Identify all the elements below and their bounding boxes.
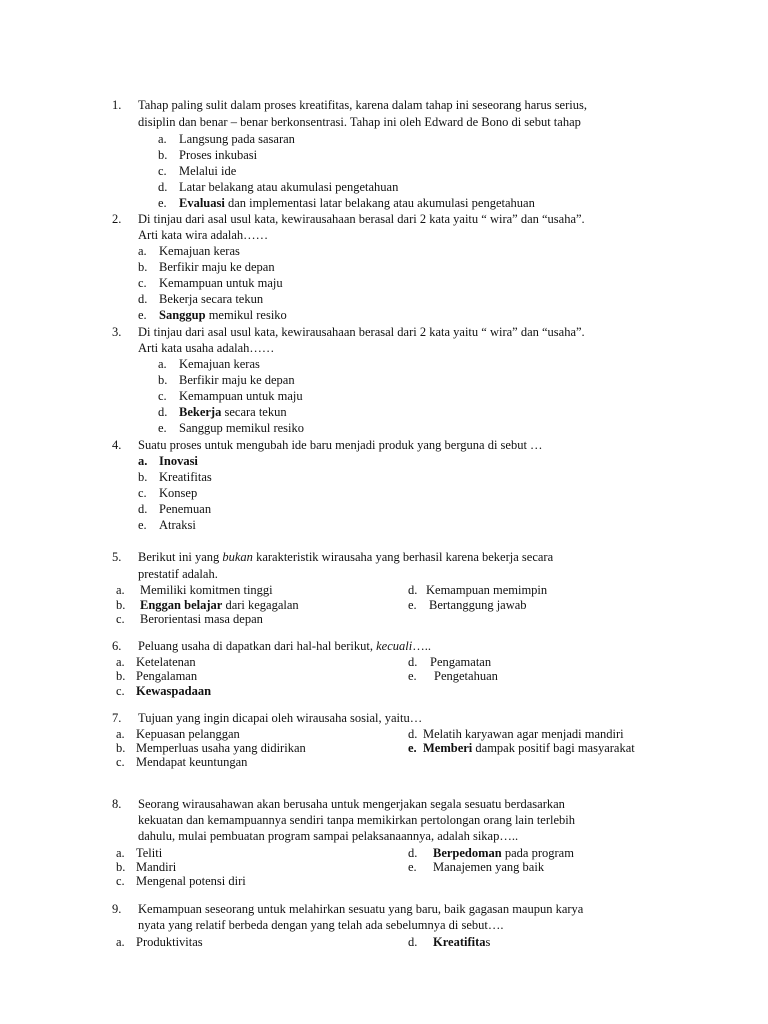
- question-text-line: Suatu proses untuk mengubah ide baru menjadi produk yang berguna di sebut …: [138, 438, 543, 452]
- document-page: 1. Tahap paling sulit dalam proses kreatifitas, karena dalam tahap ini seseorang harus serius, disiplin dan benar – benar berkonsentrasi. Tahap ini oleh Edward de Bono di sebut tahap a. Langsung pada sasaran b. Proses inkubasi c. Melalui ide d. Latar belakang atau akumulasi pengetahuan e. Evaluasi dan implementasi latar belakang atau akumulasi pengetahuan 2. Di tinjau dari asal usul kata, kewirausahaan berasal dari 2 kata yaitu “ wira” dan “usaha”. Arti kata wira adalah…… a. Kemajuan keras b. Berfikir maju ke depan c. Kemampuan untuk maju d. Bekerja secara tekun e. Sanggup memikul resiko 3. Di tinjau dari asal usul kata, kewirausahaan berasal dari 2 kata yaitu “ wira” dan “usaha”. Arti kata usaha adalah…… a. Kemajuan keras b. Berfikir maju ke depan c. Kemampuan untuk maju d. Bekerja secara tekun e. Sanggup memikul resiko 4. Suatu proses untuk mengubah ide baru menjadi produk yang berguna di sebut … a. Inovasi b. Kreatifitas c. Konsep d. Penemuan e. Atraksi 5. Berikut ini yang bukan karakteristik wirausaha yang berhasil karena bekerja secara prestatif adalah. a. Memiliki komitmen tinggi d. Kemampuan memimpin b. Enggan belajar dari kegagalan e. Bertanggung jawab c. Berorientasi masa depan 6. Peluang usaha di dapatkan dari hal-hal berikut, kecuali….. a. Ketelatenan d. Pengamatan b. Pengalaman e. Pengetahuan c. Kewaspadaan 7. Tujuan yang ingin dicapai oleh wirausaha sosial, yaitu… a. Kepuasan pelanggan d. Melatih karyawan agar menjadi mandiri b. Memperluas usaha yang didirikan e. Memberi dampak positif bagi masyarakat c. Mendapat keuntungan 8. Seorang wirausahawan akan berusaha untuk mengerjakan segala sesuatu berdasarkan kekuatan dan kemampuannya sendiri tanpa memikirkan pertolongan orang lain terlebih dahulu, mulai pembuatan program sampai pelaksanaannya, adalah sikap….. a. Teliti d. Berpedoman pada program b. Mandiri e. Manajemen yang baik c. Mengenal potensi diri 9. Kemampuan seseorang untuk melahirkan sesuatu yang baru, baik gagasan maupun karya nyata yang relatif berbeda dengan yang telah ada sebelumnya di sebut…. a. Produktivitas d. Kreatifitas: [0, 0, 768, 1024]
- option-row: b. Enggan belajar dari kegagalan e. Bertanggung jawab: [116, 598, 527, 612]
- option-row: a. Teliti d. Berpedoman pada program: [116, 846, 574, 860]
- question-number: 4.: [112, 438, 122, 452]
- question-number: 2.: [112, 212, 122, 226]
- question-text-line: kekuatan dan kemampuannya sendiri tanpa memikirkan pertolongan orang lain terlebih: [138, 813, 576, 827]
- option-row: b. Memperluas usaha yang didirikan e. Memberi dampak positif bagi masyarakat: [116, 741, 635, 755]
- answer-highlight: Memberi: [423, 741, 473, 755]
- question-number: 3.: [112, 325, 122, 339]
- option-row: c. Mengenal potensi diri: [116, 874, 246, 888]
- option-row: c. Berorientasi masa depan: [116, 612, 263, 626]
- option-row: c. Kewaspadaan: [116, 684, 212, 698]
- question-number: 5.: [112, 550, 122, 564]
- question-text-line: prestatif adalah.: [138, 567, 218, 581]
- option-row: c. Mendapat keuntungan: [116, 755, 248, 769]
- question-text-line: Arti kata wira adalah……: [138, 228, 269, 242]
- option-row: a. Ketelatenan d. Pengamatan: [116, 655, 492, 669]
- question-text-line: Seorang wirausahawan akan berusaha untuk mengerjakan segala sesuatu berdasarkan: [138, 797, 565, 811]
- answer-highlight: Enggan belajar: [140, 598, 223, 612]
- question-number: 8.: [112, 797, 122, 811]
- question-number: 9.: [112, 902, 122, 916]
- option-row: a. Kepuasan pelanggan d. Melatih karyawan agar menjadi mandiri: [116, 727, 624, 741]
- question-number: 7.: [112, 711, 122, 725]
- question-number: 6.: [112, 639, 122, 653]
- question-text-line: Tujuan yang ingin dicapai oleh wirausaha sosial, yaitu…: [138, 711, 423, 725]
- question-text-line: Di tinjau dari asal usul kata, kewirausahaan berasal dari 2 kata yaitu “ wira” dan “usaha”.: [138, 325, 585, 339]
- question-text-line: Tahap paling sulit dalam proses kreatifitas, karena dalam tahap ini seseorang harus serius,: [138, 98, 587, 112]
- question-text-line: Kemampuan seseorang untuk melahirkan sesuatu yang baru, baik gagasan maupun karya: [138, 902, 584, 916]
- question-number: 1.: [112, 98, 122, 112]
- question-text-line: dahulu, mulai pembuatan program sampai pelaksanaannya, adalah sikap…..: [138, 829, 519, 843]
- option-row: b. Pengalaman e. Pengetahuan: [116, 669, 498, 683]
- question-text-line: Arti kata usaha adalah……: [138, 341, 275, 355]
- answer-highlight: Bekerja: [179, 405, 222, 419]
- answer-highlight: Berpedoman: [433, 846, 502, 860]
- answer-highlight: Inovasi: [159, 454, 198, 468]
- question-text-line: Peluang usaha di dapatkan dari hal-hal berikut, kecuali…..: [138, 639, 431, 653]
- option-row: b. Mandiri e. Manajemen yang baik: [116, 860, 545, 874]
- question-text-line: disiplin dan benar – benar berkonsentrasi. Tahap ini oleh Edward de Bono di sebut tahap: [138, 115, 581, 129]
- question-text-line: Berikut ini yang bukan karakteristik wirausaha yang berhasil karena bekerja secara: [138, 550, 554, 564]
- answer-highlight: Kewaspadaan: [136, 684, 212, 698]
- question-text-line: nyata yang relatif berbeda dengan yang telah ada sebelumnya di sebut….: [138, 918, 504, 932]
- answer-highlight: Sanggup: [159, 308, 206, 322]
- option-row: a. Produktivitas d. Kreatifitas: [116, 935, 491, 949]
- question-text-line: Di tinjau dari asal usul kata, kewirausahaan berasal dari 2 kata yaitu “ wira” dan “usaha”.: [138, 212, 585, 226]
- answer-highlight: Evaluasi: [179, 196, 225, 210]
- option-row: a. Memiliki komitmen tinggi d. Kemampuan memimpin: [116, 583, 548, 597]
- answer-highlight: Kreatifita: [433, 935, 486, 949]
